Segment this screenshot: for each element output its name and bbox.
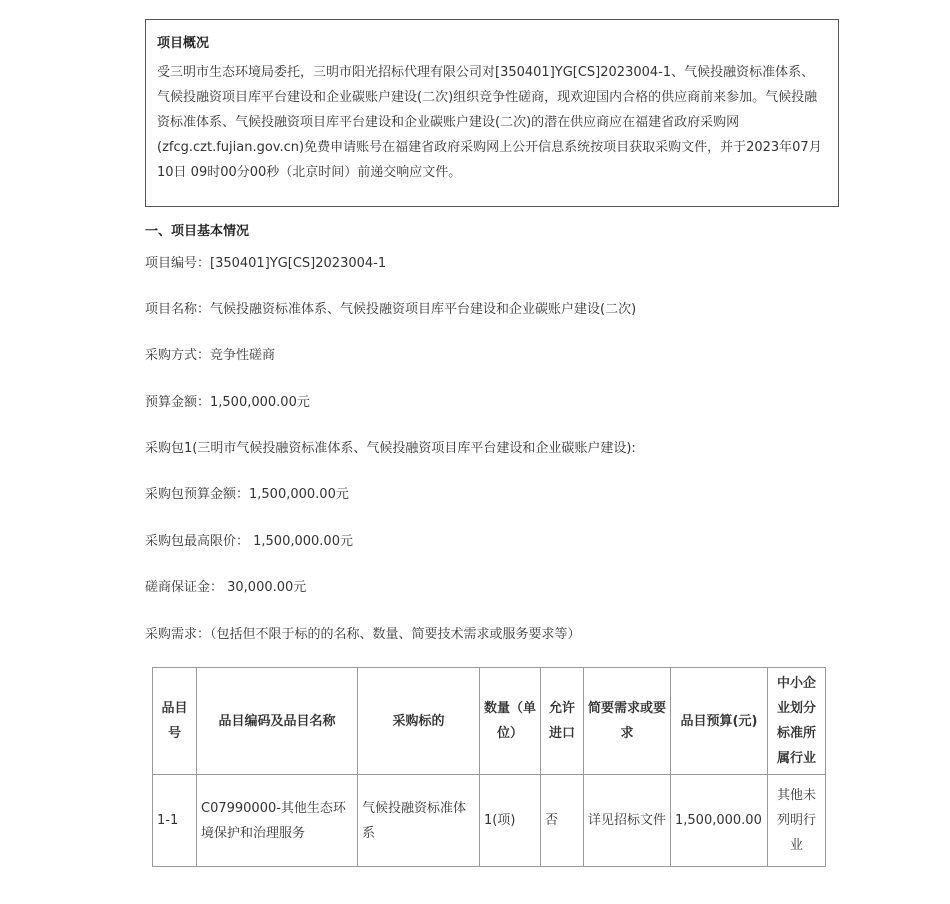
cell-sme-industry: 其他未列明行业 (768, 775, 826, 867)
overview-text: 受三明市生态环境局委托，三明市阳光招标代理有限公司对[350401]YG[CS]2023004-1、气候投融资标准体系、气候投融资项目库平台建设和企业碳账户建设(二次)组织竞争性磋商，现欢迎国内合格的供应商前来参加。气候投融资标准体系、气候投融资项目库平台建设和企业碳账户建设(二次)的潜在供应商应在福建省政府采购网(zfcg.czt.fujian.gov.cn)免费申请账号在福建省政府采购网上公开信息系统按项目获取采购文件，并于2023年07月10日 09时00分00秒（北京时间）前递交响应文件。 (157, 65, 822, 180)
project-overview-box (145, 19, 839, 207)
procurement-package: 采购包1(三明市气候投融资标准体系、气候投融资项目库平台建设和企业碳账户建设): (145, 441, 636, 456)
cell-item-budget: 1,500,000.00 (671, 775, 768, 867)
package-max-price: 采购包最高限价： 1,500,000.00元 (145, 534, 353, 549)
cell-target: 气候投融资标准体系 (358, 775, 480, 867)
section-heading-basic-info: 一、项目基本情况 (145, 224, 250, 239)
table-row (153, 775, 826, 867)
cell-quantity: 1(项) (480, 775, 541, 867)
header-sme-industry: 中小企业划分标准所属行业 (768, 668, 826, 775)
header-item-budget: 品目预算(元) (671, 668, 768, 775)
procurement-method: 采购方式：竞争性磋商 (145, 348, 276, 363)
header-target: 采购标的 (358, 668, 480, 775)
project-name: 项目名称：气候投融资标准体系、气候投融资项目库平台建设和企业碳账户建设(二次) (145, 302, 637, 317)
header-item-no: 品目号 (153, 668, 197, 775)
consultation-deposit: 磋商保证金： 30,000.00元 (145, 580, 307, 595)
header-quantity: 数量（单位） (480, 668, 541, 775)
package-budget-amount: 采购包预算金额：1,500,000.00元 (145, 487, 349, 502)
overview-title: 项目概况 (157, 36, 210, 51)
procurement-items-table (152, 667, 826, 867)
procurement-requirements: 采购需求：（包括但不限于标的的名称、数量、简要技术需求或服务要求等） (145, 627, 581, 642)
budget-amount: 预算金额：1,500,000.00元 (145, 395, 310, 410)
cell-item-no: 1-1 (153, 775, 197, 867)
cell-brief-requirements: 详见招标文件 (584, 775, 671, 867)
project-number: 项目编号：[350401]YG[CS]2023004-1 (145, 256, 387, 271)
header-import-allowed: 允许进口 (541, 668, 584, 775)
header-item-code-name: 品目编码及品目名称 (197, 668, 358, 775)
table-header-row (153, 668, 826, 775)
header-brief-requirements: 简要需求或要求 (584, 668, 671, 775)
cell-item-code-name: C07990000-其他生态环境保护和治理服务 (197, 775, 358, 867)
cell-import-allowed: 否 (541, 775, 584, 867)
